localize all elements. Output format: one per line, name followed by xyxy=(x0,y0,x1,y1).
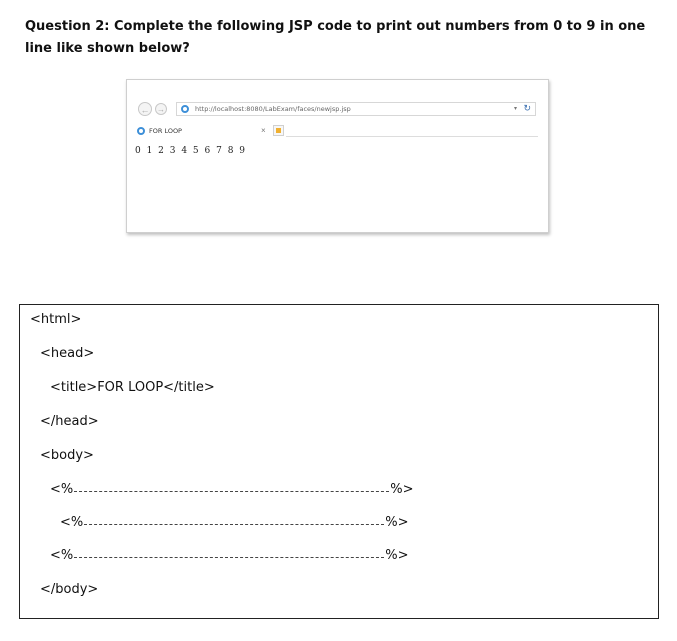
code-body-close: </body> xyxy=(40,582,99,597)
scriptlet-open-1: <% xyxy=(50,482,74,497)
code-html-open: <html> xyxy=(30,312,82,327)
blank-line-1 xyxy=(74,491,389,492)
new-tab-icon[interactable] xyxy=(273,125,284,136)
tab-title[interactable]: FOR LOOP xyxy=(149,127,182,135)
code-head-open: <head> xyxy=(40,346,95,361)
blank-line-2 xyxy=(84,524,384,525)
refresh-icon[interactable]: ↻ xyxy=(523,103,531,113)
url-field[interactable] xyxy=(176,102,536,116)
close-icon[interactable]: × xyxy=(261,126,266,135)
page-output: 0 1 2 3 4 5 6 7 8 9 xyxy=(135,146,247,156)
scriptlet-close-2: %> xyxy=(385,515,409,530)
scriptlet-blank-3[interactable] xyxy=(50,548,409,564)
back-arrow-icon[interactable]: ← xyxy=(138,102,152,116)
url-text: http://localhost:8080/LabExam/faces/newjsp.jsp xyxy=(195,105,351,113)
scriptlet-blank-1[interactable] xyxy=(50,482,414,498)
scriptlet-open-3: <% xyxy=(50,548,74,563)
blank-line-3 xyxy=(74,557,384,558)
dropdown-icon[interactable]: ▾ xyxy=(513,106,517,112)
tab-row xyxy=(136,125,538,138)
code-box xyxy=(19,304,659,619)
scriptlet-close-3: %> xyxy=(385,548,409,563)
code-head-close: </head> xyxy=(40,414,99,429)
forward-arrow-icon[interactable]: → xyxy=(157,105,165,114)
browser-screenshot xyxy=(126,79,549,233)
scriptlet-open-2: <% xyxy=(60,515,84,530)
code-body-open: <body> xyxy=(40,448,94,463)
code-title-line: <title>FOR LOOP</title> xyxy=(50,380,215,395)
tab-ie-icon xyxy=(137,127,145,135)
address-bar xyxy=(136,101,538,117)
question-text: Question 2: Complete the following JSP code to print out numbers from 0 to 9 in one line like shown below? xyxy=(25,19,646,56)
tab-divider xyxy=(286,136,538,137)
ie-logo-icon xyxy=(181,105,189,113)
scriptlet-blank-2[interactable] xyxy=(60,515,409,531)
scriptlet-close-1: %> xyxy=(390,482,414,497)
